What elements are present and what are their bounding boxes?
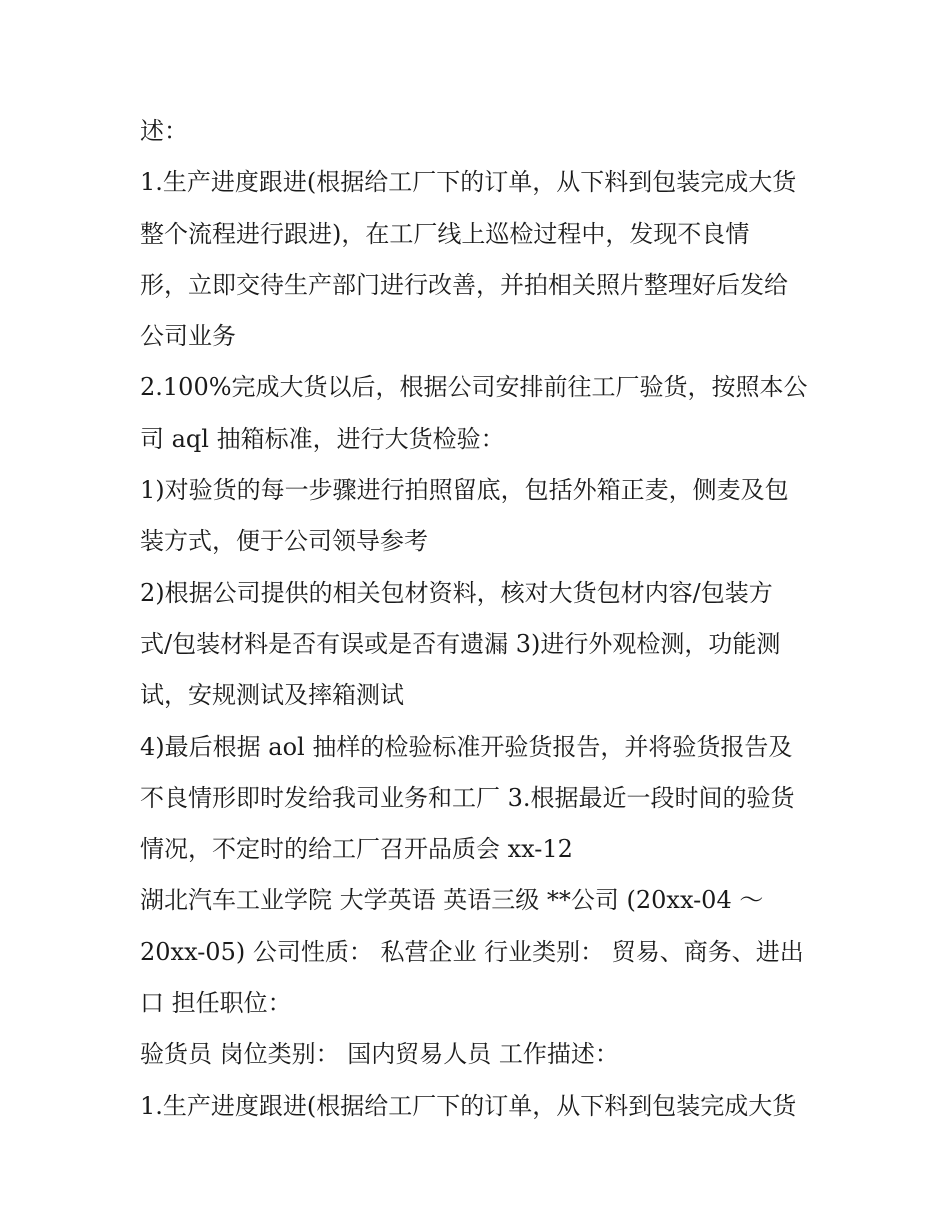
text-line: 验货员 岗位类别： 国内贸易人员 工作描述： bbox=[140, 1040, 619, 1069]
text-line: 不良情形即时发给我司业务和工厂 3.根据最近一段时间的验货 bbox=[140, 783, 795, 812]
text-line: 1)对验货的每一步骤进行拍照留底，包括外箱正麦，侧麦及包 bbox=[140, 476, 789, 505]
text-line: 装方式，便于公司领导参考 bbox=[140, 527, 428, 556]
text-line: 司 aql 抽箱标准，进行大货检验： bbox=[140, 424, 505, 453]
text-line: 4)最后根据 aol 抽样的检验标准开验货报告，并将验货报告及 bbox=[140, 732, 793, 761]
text-line: 20xx-05) 公司性质： 私营企业 行业类别： 贸易、商务、进出 bbox=[140, 937, 804, 966]
text-line: 2)根据公司提供的相关包材资料，核对大货包材内容/包装方 bbox=[140, 578, 773, 607]
text-line: 整个流程进行跟进)，在工厂线上巡检过程中，发现不良情 bbox=[140, 219, 750, 248]
text-line: 情况，不定时的给工厂召开品质会 xx-12 bbox=[140, 835, 573, 864]
text-line: 试，安规测试及摔箱测试 bbox=[140, 681, 404, 710]
text-line: 形，立即交待生产部门进行改善，并拍相关照片整理好后发给 bbox=[140, 270, 788, 299]
text-line: 湖北汽车工业学院 大学英语 英语三级 **公司 (20xx-04 ～ bbox=[140, 886, 764, 915]
text-line: 1.生产进度跟进(根据给工厂下的订单，从下料到包装完成大货 bbox=[140, 168, 797, 197]
text-line: 2.100%完成大货以后，根据公司安排前往工厂验货，按照本公 bbox=[140, 373, 808, 402]
document-body bbox=[140, 106, 820, 1132]
text-line: 述： bbox=[140, 117, 188, 145]
text-line: 口 担任职位： bbox=[140, 989, 292, 1018]
text-line: 1.生产进度跟进(根据给工厂下的订单，从下料到包装完成大货 bbox=[140, 1091, 797, 1120]
text-line: 公司业务 bbox=[140, 322, 236, 351]
text-line: 式/包装材料是否有误或是否有遗漏 3)进行外观检测，功能测 bbox=[140, 629, 781, 658]
